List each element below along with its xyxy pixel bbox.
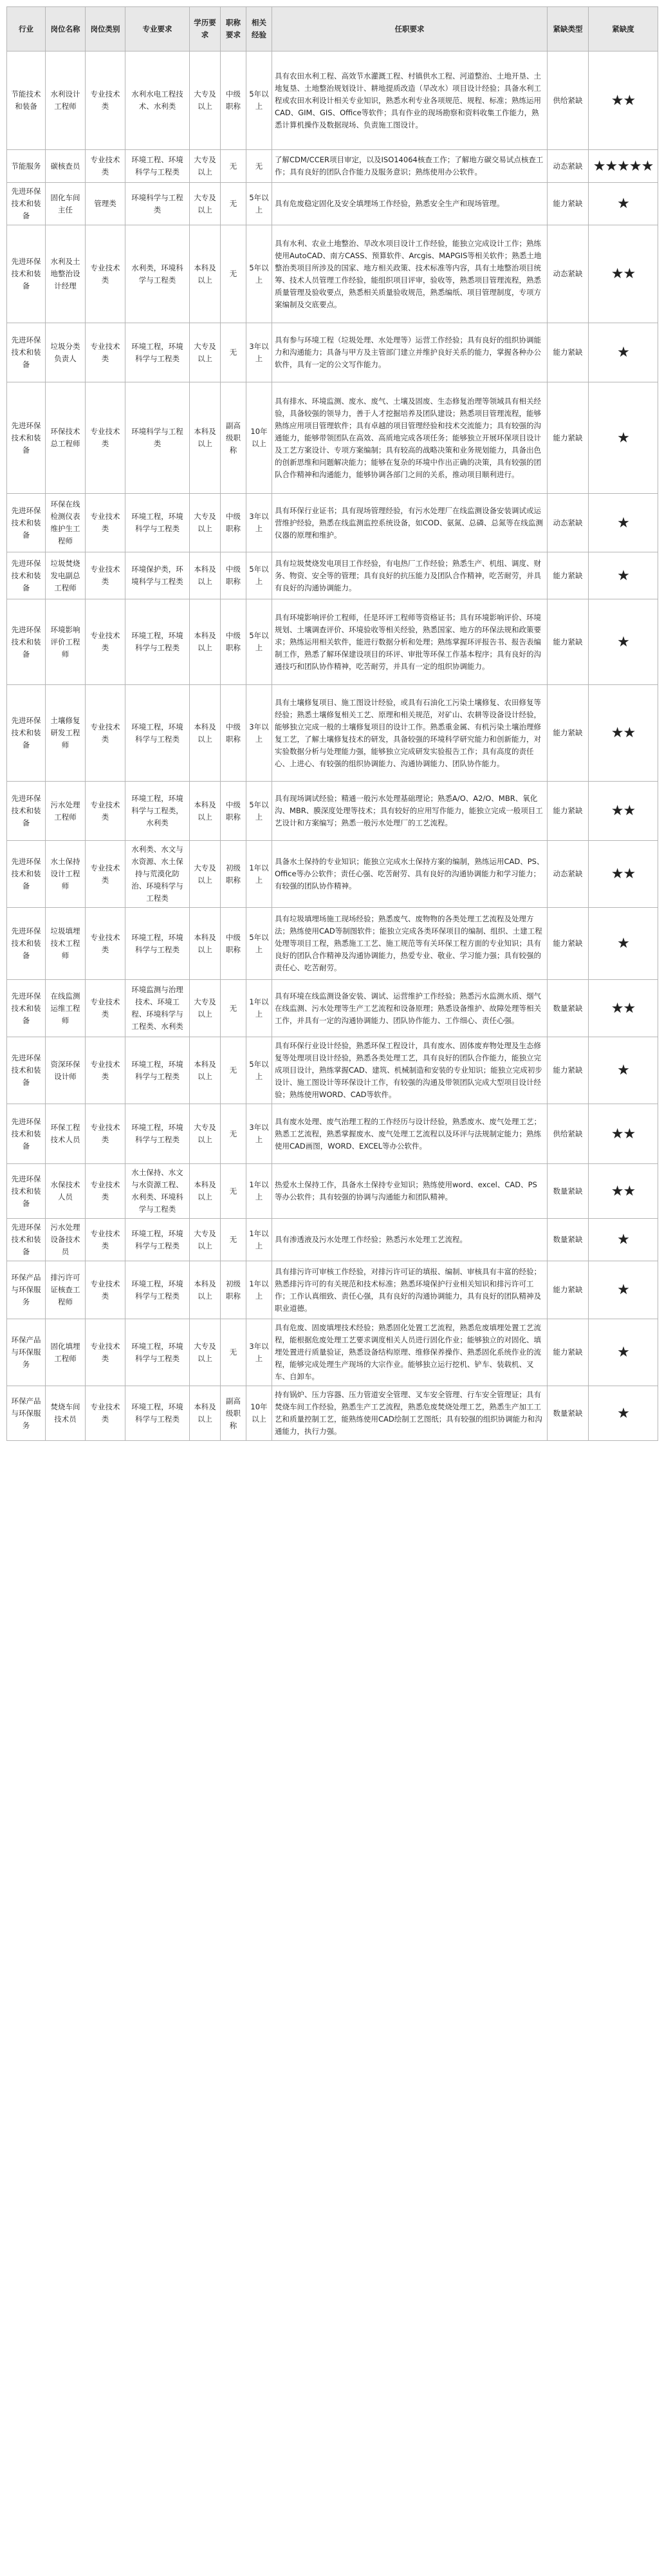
table-row — [7, 225, 658, 323]
table-row — [7, 782, 658, 841]
cell-industry: 节能服务 — [7, 150, 46, 183]
cell-shortage-type: 供给紧缺 — [548, 52, 589, 150]
cell-education: 大专及以上 — [190, 841, 221, 908]
cell-education: 本科及以上 — [190, 1037, 221, 1104]
cell-experience: 5年以上 — [246, 908, 272, 980]
cell-major: 环境保护类，环境科学与工程类 — [125, 552, 190, 599]
cell-title: 无 — [221, 980, 246, 1037]
header-position: 岗位名称 — [46, 7, 86, 52]
cell-experience: 10年以上 — [246, 382, 272, 494]
cell-industry: 先进环保技术和装备 — [7, 1164, 46, 1219]
cell-position: 资深环保设计师 — [46, 1037, 86, 1104]
cell-category: 专业技术类 — [86, 1164, 125, 1219]
cell-category: 专业技术类 — [86, 225, 125, 323]
table-row — [7, 980, 658, 1037]
cell-experience: 5年以上 — [246, 225, 272, 323]
cell-position: 在线监测运维工程师 — [46, 980, 86, 1037]
cell-category: 管理类 — [86, 183, 125, 225]
cell-education: 大专及以上 — [190, 1104, 221, 1164]
cell-requirements: 具有土壤修复项目、施工图设计经验，或具有石油化工污染土壤修复、农田修复等经验；熟悉土壤修复相关工艺、原理和相关规范，对矿山、农耕等设备设计经验，能够独立完成一般的土壤修复项目的设计工作。熟悉重金属、有机污染土壤治理修复工艺，了解土壤修复技术的研发，具备较强的环境科学研究能力和创新能力，对实验数据分析与处理能力强，能够独立完成研发实验报告工作；具有高度的责任心、上进心、有较强的组织协调能力、沟通协调能力、团队协作能力。 — [272, 685, 548, 782]
cell-experience: 5年以上 — [246, 599, 272, 685]
cell-experience: 1年以上 — [246, 1164, 272, 1219]
cell-title: 无 — [221, 183, 246, 225]
cell-shortage-type: 能力紧缺 — [548, 1319, 589, 1386]
cell-major: 环境科学与工程类 — [125, 183, 190, 225]
cell-major: 环境工程，环境科学与工程类 — [125, 599, 190, 685]
cell-shortage-type: 动态紧缺 — [548, 494, 589, 552]
cell-title: 无 — [221, 225, 246, 323]
cell-position: 垃圾分类负责人 — [46, 323, 86, 382]
cell-title: 无 — [221, 150, 246, 183]
cell-requirements: 具有参与环境工程（垃圾处理、水处理等）运营工作经验；具有良好的组织协调能力和沟通能力；具备与甲方及主管部门建立并维护良好关系的能力，掌握各种办公软件，具有一定的公文写作能力。 — [272, 323, 548, 382]
cell-shortage-type: 数量紧缺 — [548, 1164, 589, 1219]
cell-requirements: 具备水土保持的专业知识；能独立完成水土保持方案的编制，熟练运用CAD、PS、Office等办公软件；责任心强、吃苦耐劳、具有良好的沟通协调能力和学习能力；有较强的团队协作精神。 — [272, 841, 548, 908]
cell-major: 环境工程，环境科学与工程类 — [125, 1261, 190, 1319]
cell-shortage-type: 能力紧缺 — [548, 382, 589, 494]
header-education: 学历要求 — [190, 7, 221, 52]
cell-category: 专业技术类 — [86, 782, 125, 841]
cell-requirements: 具有环保行业证书；具有现场管理经验，有污水处理厂在线监测设备安装调试或运营维护经验，熟悉在线监测监控系统设备，如COD、氨氮、总磷、总氮等在线监测仪器的原理和维护。 — [272, 494, 548, 552]
table-row — [7, 1164, 658, 1219]
cell-major: 环境监测与治理技术、环境工程、环境科学与工程类、水利类 — [125, 980, 190, 1037]
cell-shortage-type: 能力紧缺 — [548, 782, 589, 841]
cell-education: 大专及以上 — [190, 183, 221, 225]
cell-requirements: 了解CDM/CCER项目审定，以及ISO14064核查工作；了解地方碳交易试点核查工作；具有良好的团队合作能力及服务意识；熟练使用办公软件。 — [272, 150, 548, 183]
cell-experience: 3年以上 — [246, 1104, 272, 1164]
header-shortage-level: 紧缺度 — [589, 7, 658, 52]
cell-industry: 先进环保技术和装备 — [7, 323, 46, 382]
cell-position: 固化车间主任 — [46, 183, 86, 225]
cell-shortage-level: ★★ — [589, 685, 658, 782]
cell-experience: 5年以上 — [246, 782, 272, 841]
cell-category: 专业技术类 — [86, 1104, 125, 1164]
cell-industry: 先进环保技术和装备 — [7, 183, 46, 225]
cell-category: 专业技术类 — [86, 1261, 125, 1319]
cell-position: 垃圾焚烧发电副总工程师 — [46, 552, 86, 599]
cell-shortage-type: 能力紧缺 — [548, 183, 589, 225]
table-row — [7, 150, 658, 183]
header-requirements: 任职要求 — [272, 7, 548, 52]
cell-title: 副高级职称 — [221, 1386, 246, 1441]
cell-education: 本科及以上 — [190, 1386, 221, 1441]
cell-industry: 先进环保技术和装备 — [7, 599, 46, 685]
cell-shortage-type: 供给紧缺 — [548, 1104, 589, 1164]
cell-shortage-level: ★ — [589, 552, 658, 599]
cell-title: 无 — [221, 1037, 246, 1104]
cell-position: 固化填埋工程师 — [46, 1319, 86, 1386]
cell-title: 无 — [221, 1219, 246, 1261]
cell-title: 无 — [221, 1104, 246, 1164]
cell-education: 大专及以上 — [190, 323, 221, 382]
cell-position: 碳核查员 — [46, 150, 86, 183]
cell-industry: 先进环保技术和装备 — [7, 1104, 46, 1164]
cell-requirements: 具有渗透液及污水处理工作经验；熟悉污水处理工艺流程。 — [272, 1219, 548, 1261]
cell-education: 本科及以上 — [190, 382, 221, 494]
cell-title: 中级职称 — [221, 599, 246, 685]
cell-shortage-level: ★ — [589, 323, 658, 382]
cell-shortage-type: 能力紧缺 — [548, 908, 589, 980]
cell-major: 环境工程，环境科学与工程类 — [125, 1037, 190, 1104]
table-row — [7, 599, 658, 685]
cell-shortage-level: ★ — [589, 1037, 658, 1104]
cell-position: 环保工程技术人员 — [46, 1104, 86, 1164]
cell-experience: 5年以上 — [246, 183, 272, 225]
table-row — [7, 841, 658, 908]
cell-experience: 1年以上 — [246, 1219, 272, 1261]
cell-education: 本科及以上 — [190, 1261, 221, 1319]
cell-education: 大专及以上 — [190, 150, 221, 183]
table-row — [7, 382, 658, 494]
cell-position: 污水处理设备技术员 — [46, 1219, 86, 1261]
cell-experience: 1年以上 — [246, 841, 272, 908]
cell-position: 环保技术总工程师 — [46, 382, 86, 494]
cell-shortage-level: ★ — [589, 494, 658, 552]
table-row — [7, 1386, 658, 1441]
cell-shortage-level: ★ — [589, 1319, 658, 1386]
cell-major: 水利类、水文与水资源、水土保持与荒漠化防治、环境科学与工程类 — [125, 841, 190, 908]
cell-requirements: 具有环境影响评价工程师，任是环评工程师等资格证书；具有环境影响评价、环境规划、土壤调查评价、环境验收等相关经验，熟悉国家、地方的环保法规和政策要求；熟练运用相关软件，能进行数据分析和处理；熟练掌握环评报告书、报告表编制工作，熟悉了解环保建设项目的环评、审批等环保工作基本程序；具有良好的沟通技巧和团队协作精神，吃苦耐劳，并具有一定的组织协调能力。 — [272, 599, 548, 685]
cell-requirements: 具有垃圾填埋场施工现场经验；熟悉废气、废物物的各类处理工艺流程及处理方法；熟练使用CAD等制图软件；能独立完成各类环保项目的编制、组织、土建工程处理等项目工程，熟悉施工工艺、施工规范等有关环保工程方面的专业知识；具有良好的团队合作精神及沟通协调能力，热爱专业、敬业、学习能力强；具有较强的责任心、吃苦耐劳。 — [272, 908, 548, 980]
table-row — [7, 494, 658, 552]
cell-experience: 3年以上 — [246, 323, 272, 382]
cell-experience: 5年以上 — [246, 1037, 272, 1104]
cell-requirements: 具有危废、固废填埋技术经验；熟悉固化处置工艺流程，熟悉危废填埋处置工艺流程，能根据危废处理工艺要求调度相关人员进行固化作业；能够独立的对固化、填埋处置进行质量验证，熟悉设备结构原理、维修保养操作、熟悉固化系统作业的流程，能够完成处理生产现场的大宗作业。能够独立运行挖机、铲车、装载机、叉车、自卸车。 — [272, 1319, 548, 1386]
table-row — [7, 183, 658, 225]
cell-shortage-type: 数量紧缺 — [548, 1219, 589, 1261]
cell-shortage-level: ★★ — [589, 980, 658, 1037]
cell-shortage-level: ★★ — [589, 841, 658, 908]
cell-experience: 10年以上 — [246, 1386, 272, 1441]
cell-major: 环境工程，环境科学与工程类 — [125, 494, 190, 552]
cell-major: 水利类，环境科学与工程类 — [125, 225, 190, 323]
cell-title: 无 — [221, 323, 246, 382]
cell-category: 专业技术类 — [86, 52, 125, 150]
cell-major: 水土保持、水文与水资源工程、水利类、环境科学与工程类 — [125, 1164, 190, 1219]
cell-category: 专业技术类 — [86, 599, 125, 685]
cell-education: 本科及以上 — [190, 225, 221, 323]
cell-shortage-level: ★★ — [589, 52, 658, 150]
cell-shortage-type: 数量紧缺 — [548, 1386, 589, 1441]
cell-position: 水利设计工程师 — [46, 52, 86, 150]
cell-shortage-type: 能力紧缺 — [548, 1261, 589, 1319]
cell-position: 环保在线检测仪表维护生工程师 — [46, 494, 86, 552]
cell-shortage-type: 能力紧缺 — [548, 552, 589, 599]
cell-category: 专业技术类 — [86, 1386, 125, 1441]
cell-title: 中级职称 — [221, 685, 246, 782]
cell-position: 土壤修复研发工程师 — [46, 685, 86, 782]
cell-requirements: 具有现场调试经验；精通一般污水处理基础理论；熟悉A/O、A2/O、MBR、氧化沟、MBR、膜深度处理等技术；具有较好的应用写作能力，能独立完成一般项目工艺设计和方案编写；熟悉一般污水处理厂的工艺流程。 — [272, 782, 548, 841]
cell-requirements: 热爱水土保持工作，具备水土保持专业知识；熟练使用word、excel、CAD、PS等办公软件；具有较强的协调与沟通能力和团队精神。 — [272, 1164, 548, 1219]
header-category: 岗位类别 — [86, 7, 125, 52]
cell-experience: 1年以上 — [246, 980, 272, 1037]
table-row — [7, 1219, 658, 1261]
cell-shortage-level: ★ — [589, 1261, 658, 1319]
cell-requirements: 具有排污许可审核工作经验，对排污许可证的填报、编制、审核具有丰富的经验；熟悉排污许可的有关规范和技术标准；熟悉环境保护行业相关知识和排污许可工作；工作认真细致、责任心强，具有良好的沟通协调能力，具有良好的团队精神及职业道德。 — [272, 1261, 548, 1319]
table-row — [7, 908, 658, 980]
header-experience: 相关经验 — [246, 7, 272, 52]
cell-industry: 先进环保技术和装备 — [7, 841, 46, 908]
cell-industry: 先进环保技术和装备 — [7, 1037, 46, 1104]
cell-shortage-level: ★ — [589, 599, 658, 685]
cell-industry: 先进环保技术和装备 — [7, 382, 46, 494]
cell-requirements: 具有危废稳定固化及安全填埋场工作经验，熟悉安全生产和现场管理。 — [272, 183, 548, 225]
cell-category: 专业技术类 — [86, 1037, 125, 1104]
cell-title: 中级职称 — [221, 908, 246, 980]
cell-category: 专业技术类 — [86, 1219, 125, 1261]
table-row — [7, 52, 658, 150]
cell-education: 本科及以上 — [190, 908, 221, 980]
cell-major: 环境工程，环境科学与工程类 — [125, 908, 190, 980]
cell-position: 水土保持设计工程师 — [46, 841, 86, 908]
cell-education: 大专及以上 — [190, 52, 221, 150]
cell-category: 专业技术类 — [86, 552, 125, 599]
cell-category: 专业技术类 — [86, 908, 125, 980]
cell-shortage-level: ★★ — [589, 1104, 658, 1164]
cell-category: 专业技术类 — [86, 494, 125, 552]
header-industry: 行业 — [7, 7, 46, 52]
cell-experience: 3年以上 — [246, 494, 272, 552]
cell-position: 排污许可证核查工程师 — [46, 1261, 86, 1319]
table-row — [7, 1104, 658, 1164]
cell-shortage-level: ★ — [589, 1386, 658, 1441]
cell-title: 中级职称 — [221, 552, 246, 599]
cell-experience: 无 — [246, 150, 272, 183]
cell-shortage-type: 能力紧缺 — [548, 685, 589, 782]
cell-category: 专业技术类 — [86, 841, 125, 908]
talent-shortage-table — [6, 6, 658, 1441]
cell-shortage-level: ★★★★★ — [589, 150, 658, 183]
cell-title: 无 — [221, 1164, 246, 1219]
cell-shortage-level: ★★ — [589, 782, 658, 841]
cell-major: 环境工程，环境科学与工程类 — [125, 1219, 190, 1261]
cell-requirements: 具有排水、环境监测、废水、废气、土壤及固废、生态修复治理等领域具有相关经验，具备较强的领导力，善于人才挖掘培养及团队建设；熟悉项目管理流程，能够熟练应用项目管理软件；具有卓越的项目管理经验和技术交流能力；具有较强的沟通能力，能够带领团队在高效、高质地完成各项任务；能够独立开展环保项目设计及工艺方案设计、专项方案编制；具有较高的战略决策和业务规划能力，具备出色的创新思维和问题解决能力；能够在复杂的环境中作出正确的决策，具有较强的团队合作精神和沟通能力，能够协调各部门之间的关系，推动项目顺利进行。 — [272, 382, 548, 494]
cell-position: 焚烧车间技术员 — [46, 1386, 86, 1441]
cell-experience: 5年以上 — [246, 552, 272, 599]
table-row — [7, 1319, 658, 1386]
cell-position: 污水处理工程师 — [46, 782, 86, 841]
cell-requirements: 持有锅炉、压力容器、压力管道安全管理、叉车安全管理、行车安全管理证；具有焚烧车间工作经验，熟悉生产工艺流程，熟悉危废焚烧处理工艺，熟悉生产加工工艺和质量控制工艺，能熟练使用CAD绘制工艺图纸；具有较强的组织协调能力和沟通能力，执行力强。 — [272, 1386, 548, 1441]
cell-education: 大专及以上 — [190, 1319, 221, 1386]
cell-category: 专业技术类 — [86, 1319, 125, 1386]
cell-position: 水利及土地整治设计经理 — [46, 225, 86, 323]
cell-title: 中级职称 — [221, 782, 246, 841]
cell-requirements: 具有水利、农业土地整治、旱改水项目设计工作经验，能独立完成设计工作；熟练使用AutoCAD、南方CASS、预算软件、Arcgis、MAPGIS等相关软件；熟悉土地整治类项目所涉及的国家、地方相关政策、技术标准等内容，具有土地整治项目统筹、技术人员管理工作经验，能组织项目评审，验收等，熟悉项目管理流程，熟悉质量管理及验收要点，熟悉相关质量验收规范，熟悉编纸、项目管理制度，专项方案编制及交底要点。 — [272, 225, 548, 323]
table-row — [7, 1037, 658, 1104]
cell-shortage-type: 动态紧缺 — [548, 841, 589, 908]
cell-industry: 先进环保技术和装备 — [7, 908, 46, 980]
cell-shortage-level: ★ — [589, 1219, 658, 1261]
cell-education: 本科及以上 — [190, 1164, 221, 1219]
cell-requirements: 具有废水处理、废气治理工程的工作经历与设计经验，熟悉废水、废气处理工艺；熟悉工艺流程，熟悉掌握废水、废气处理工艺流程以及环评与法规制定能力；熟练使用CAD画图，WORD、EXCEL等办公软件。 — [272, 1104, 548, 1164]
cell-major: 环境工程，环境科学与工程类 — [125, 1319, 190, 1386]
cell-category: 专业技术类 — [86, 685, 125, 782]
cell-shortage-type: 动态紧缺 — [548, 225, 589, 323]
cell-shortage-level: ★★ — [589, 225, 658, 323]
cell-category: 专业技术类 — [86, 323, 125, 382]
cell-industry: 先进环保技术和装备 — [7, 980, 46, 1037]
cell-title: 中级职称 — [221, 494, 246, 552]
cell-title: 初级职称 — [221, 1261, 246, 1319]
cell-requirements: 具有环境在线监测设备安装、调试、运营维护工作经验；熟悉污水监测水质、烟气在线监测、污水处理等生产工艺流程和设备原理；熟悉设备维护、故障处理等相关工作，并具有一定的沟通协调能力、团队协作能力、工作细心、责任心强。 — [272, 980, 548, 1037]
cell-major: 环境科学与工程类 — [125, 382, 190, 494]
cell-industry: 环保产品与环保服务 — [7, 1386, 46, 1441]
table-row — [7, 552, 658, 599]
header-title: 职称要求 — [221, 7, 246, 52]
cell-education: 大专及以上 — [190, 980, 221, 1037]
cell-industry: 环保产品与环保服务 — [7, 1319, 46, 1386]
cell-major: 环境工程，环境科学与工程类 — [125, 323, 190, 382]
cell-shortage-type: 能力紧缺 — [548, 323, 589, 382]
cell-experience: 5年以上 — [246, 52, 272, 150]
cell-major: 环境工程，环境科学与工程类，水利类 — [125, 782, 190, 841]
cell-shortage-type: 动态紧缺 — [548, 150, 589, 183]
cell-major: 环境工程，环境科学与工程类 — [125, 1386, 190, 1441]
cell-industry: 先进环保技术和装备 — [7, 1219, 46, 1261]
cell-requirements: 具有垃圾焚烧发电项目工作经验，有电热厂工作经验；熟悉生产、机组、调度、财务、物资、安全等的管理；具有良好的抗压能力及团队合作精神，吃苦耐劳，并具有良好的沟通协调能力。 — [272, 552, 548, 599]
header-shortage-type: 紧缺类型 — [548, 7, 589, 52]
cell-shortage-level: ★ — [589, 183, 658, 225]
cell-industry: 环保产品与环保服务 — [7, 1261, 46, 1319]
cell-industry: 先进环保技术和装备 — [7, 225, 46, 323]
cell-shortage-level: ★ — [589, 382, 658, 494]
cell-title: 中级职称 — [221, 52, 246, 150]
cell-industry: 先进环保技术和装备 — [7, 782, 46, 841]
cell-education: 大专及以上 — [190, 494, 221, 552]
cell-requirements: 具有农田水利工程、高效节水灌溉工程、村镇供水工程、河道整治、土地开垦、土地复垦、土地整治规划设计、耕地提质改造（旱改水）项目设计经验；具备水利工程或农田水利设计相关专业知识，熟悉水利专业各项规范、规程、标准；熟练运用CAD、GIM、GIS、Office等软件；具有作业的现场勘察和资料收集工作能力，熟悉计算机操作及数据现场、负责施工图设计。 — [272, 52, 548, 150]
cell-shortage-type: 能力紧缺 — [548, 1037, 589, 1104]
cell-title: 副高级职称 — [221, 382, 246, 494]
cell-title: 无 — [221, 1319, 246, 1386]
cell-experience: 3年以上 — [246, 1319, 272, 1386]
header-major: 专业要求 — [125, 7, 190, 52]
cell-education: 本科及以上 — [190, 782, 221, 841]
cell-requirements: 具有环保行业设计经验，熟悉环保工程设计，具有废水、固体废弃物处理及生态修复等处理项目设计经验，熟悉各类处理工艺，具有良好的团队合作能力，能独立完成项目设计，熟练掌握CAD、建筑、机械制造和安装的专业知识；能独立完成初步设计、施工图设计等环保设计工作，有较强的沟通及带领团队完成大型项目设计经验；熟练使用WORD、CAD等软件。 — [272, 1037, 548, 1104]
table-row — [7, 1261, 658, 1319]
cell-position: 水保技术人员 — [46, 1164, 86, 1219]
cell-shortage-level: ★ — [589, 908, 658, 980]
cell-industry: 先进环保技术和装备 — [7, 552, 46, 599]
cell-position: 垃圾填埋技术工程师 — [46, 908, 86, 980]
cell-major: 环境工程，环境科学与工程类 — [125, 1104, 190, 1164]
cell-position: 环境影响评价工程师 — [46, 599, 86, 685]
cell-industry: 节能技术和装备 — [7, 52, 46, 150]
cell-industry: 先进环保技术和装备 — [7, 494, 46, 552]
cell-education: 本科及以上 — [190, 685, 221, 782]
table-header-row — [7, 7, 658, 52]
cell-experience: 3年以上 — [246, 685, 272, 782]
cell-education: 本科及以上 — [190, 599, 221, 685]
cell-category: 专业技术类 — [86, 150, 125, 183]
cell-category: 专业技术类 — [86, 382, 125, 494]
cell-industry: 先进环保技术和装备 — [7, 685, 46, 782]
recruitment-table-container — [6, 6, 658, 1441]
table-row — [7, 323, 658, 382]
cell-major: 水利水电工程技术、水利类 — [125, 52, 190, 150]
cell-major: 环境工程、环境科学与工程类 — [125, 150, 190, 183]
cell-major: 环境工程，环境科学与工程类 — [125, 685, 190, 782]
cell-education: 大专及以上 — [190, 1219, 221, 1261]
cell-category: 专业技术类 — [86, 980, 125, 1037]
cell-experience: 1年以上 — [246, 1261, 272, 1319]
cell-shortage-level: ★★ — [589, 1164, 658, 1219]
cell-title: 初级职称 — [221, 841, 246, 908]
cell-shortage-type: 数量紧缺 — [548, 980, 589, 1037]
cell-education: 本科及以上 — [190, 552, 221, 599]
cell-shortage-type: 能力紧缺 — [548, 599, 589, 685]
table-row — [7, 685, 658, 782]
